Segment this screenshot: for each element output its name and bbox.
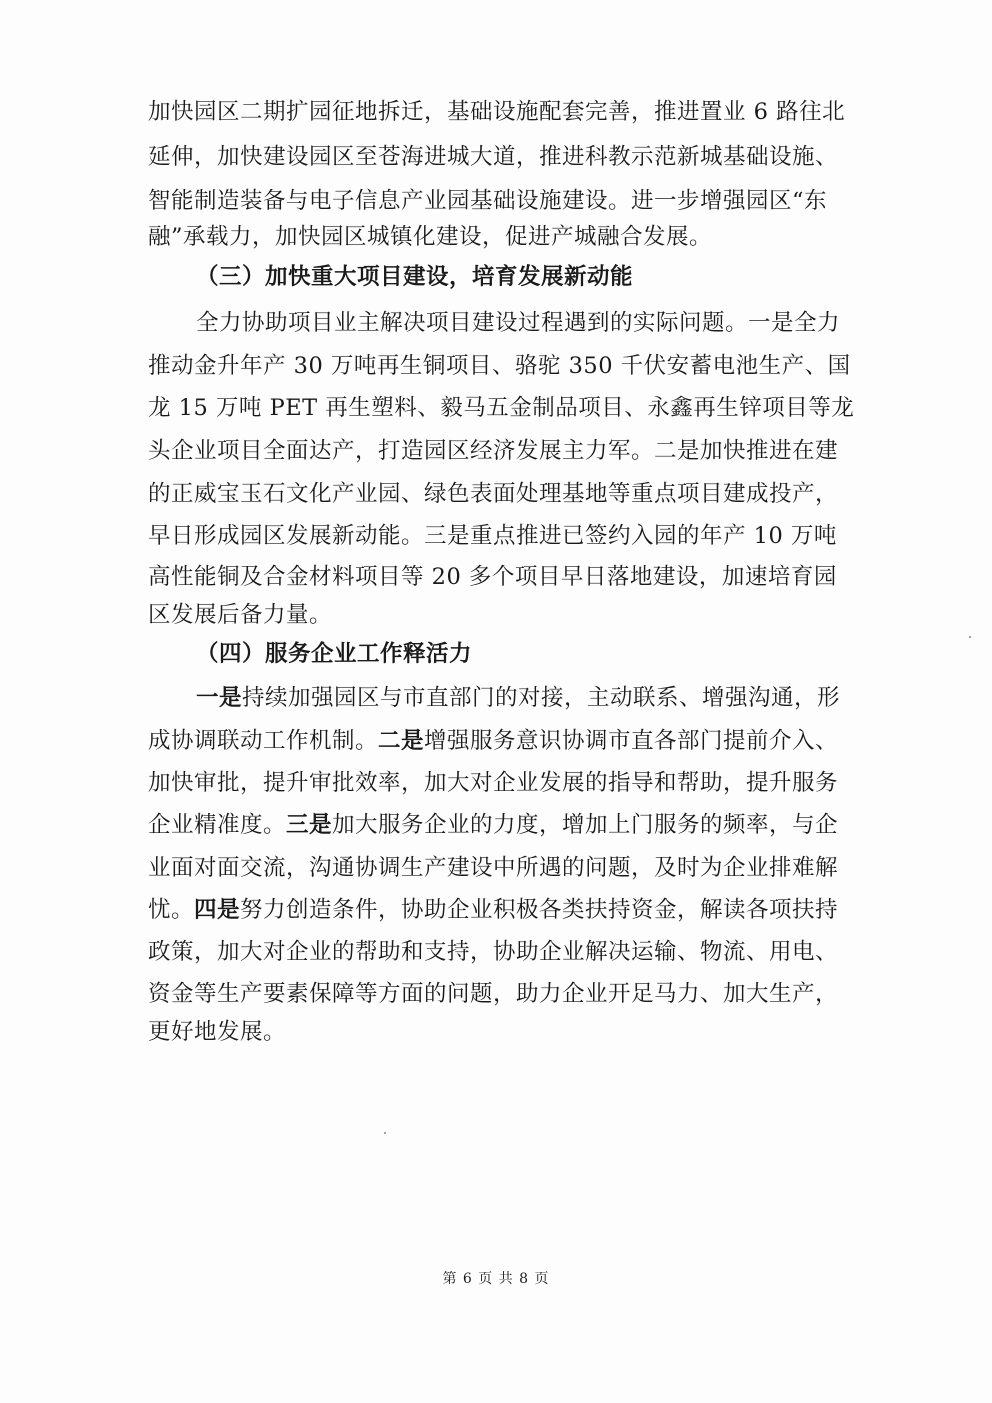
scan-speck xyxy=(384,1132,386,1134)
paragraph-line: 区发展后备力量。 xyxy=(148,602,333,628)
paragraph-line: 全力协助项目业主解决项目建设过程遇到的实际问题。一是全力 xyxy=(196,310,841,336)
paragraph-line: 高性能铜及合金材料项目等 20 多个项目早日落地建设，加速培育园 xyxy=(148,564,837,590)
page-number: 第 6 页 共 8 页 xyxy=(442,1271,550,1287)
paragraph-line: 早日形成园区发展新动能。三是重点推进已签约入园的年产 10 万吨 xyxy=(148,523,837,549)
line-text: 加大服务企业的力度，增加上门服务的频率，与企 xyxy=(332,812,839,838)
paragraph-line: 业面对面交流，沟通协调生产建设中所遇的问题，及时为企业排难解 xyxy=(148,855,839,881)
paragraph-line xyxy=(196,687,840,710)
emphasis-text: 二是 xyxy=(378,728,425,754)
paragraph-line: 推动金升年产 30 万吨再生铜项目、骆驼 350 千伏安蓄电池生产、国 xyxy=(148,353,851,379)
line-text: 持续加强园区与市直部门的对接，主动联系、增强沟通，形 xyxy=(242,685,841,711)
paragraph-line: 智能制造装备与电子信息产业园基础设施建设。进一步增强园区“东 xyxy=(148,188,828,214)
paragraph-line: 的正威宝玉石文化产业园、绿色表面处理基地等重点项目建成投产， xyxy=(148,481,839,507)
paragraph-line: 龙 15 万吨 PET 再生塑料、毅马五金制品项目、永鑫再生锌项目等龙 xyxy=(148,395,855,421)
line-text: 努力创造条件，协助企业积极各类扶持资金，解读各项扶持 xyxy=(240,897,839,923)
line-text: 增强服务意识协调市直各部门提前介入、 xyxy=(424,728,839,754)
paragraph-line xyxy=(148,730,838,753)
emphasis-text: 一是 xyxy=(196,685,243,711)
emphasis-text: 四是 xyxy=(194,897,241,923)
paragraph-line xyxy=(148,814,838,837)
section-heading: （三）加快重大项目建设，培育发展新动能 xyxy=(196,264,634,290)
paragraph-line xyxy=(148,899,838,922)
line-text: 企业精准度。 xyxy=(148,812,287,838)
line-text: 成协调联动工作机制。 xyxy=(148,728,379,754)
paragraph-line: 政策，加大对企业的帮助和支持，协助企业解决运输、物流、用电、 xyxy=(148,939,839,965)
section-heading: （四）服务企业工作释活力 xyxy=(196,641,473,667)
paragraph-line: 融”承载力，加快园区城镇化建设，促进产城融合发展。 xyxy=(148,224,713,250)
paragraph-line: 加快审批，提升审批效率，加大对企业发展的指导和帮助，提升服务 xyxy=(148,770,839,796)
line-text: 忧。 xyxy=(148,897,195,923)
paragraph-line: 更好地发展。 xyxy=(148,1019,287,1045)
paragraph-line: 加快园区二期扩园征地拆迁，基础设施配套完善，推进置业 6 路往北 xyxy=(148,99,846,125)
emphasis-text: 三是 xyxy=(286,812,333,838)
paragraph-line: 头企业项目全面达产，打造园区经济发展主力军。二是加快推进在建 xyxy=(148,438,839,464)
paragraph-line: 资金等生产要素保障等方面的问题，助力企业开足马力、加大生产， xyxy=(148,981,839,1007)
paragraph-line: 延伸，加快建设园区至苍海进城大道，推进科教示范新城基础设施、 xyxy=(148,144,839,170)
scan-speck xyxy=(969,636,971,638)
